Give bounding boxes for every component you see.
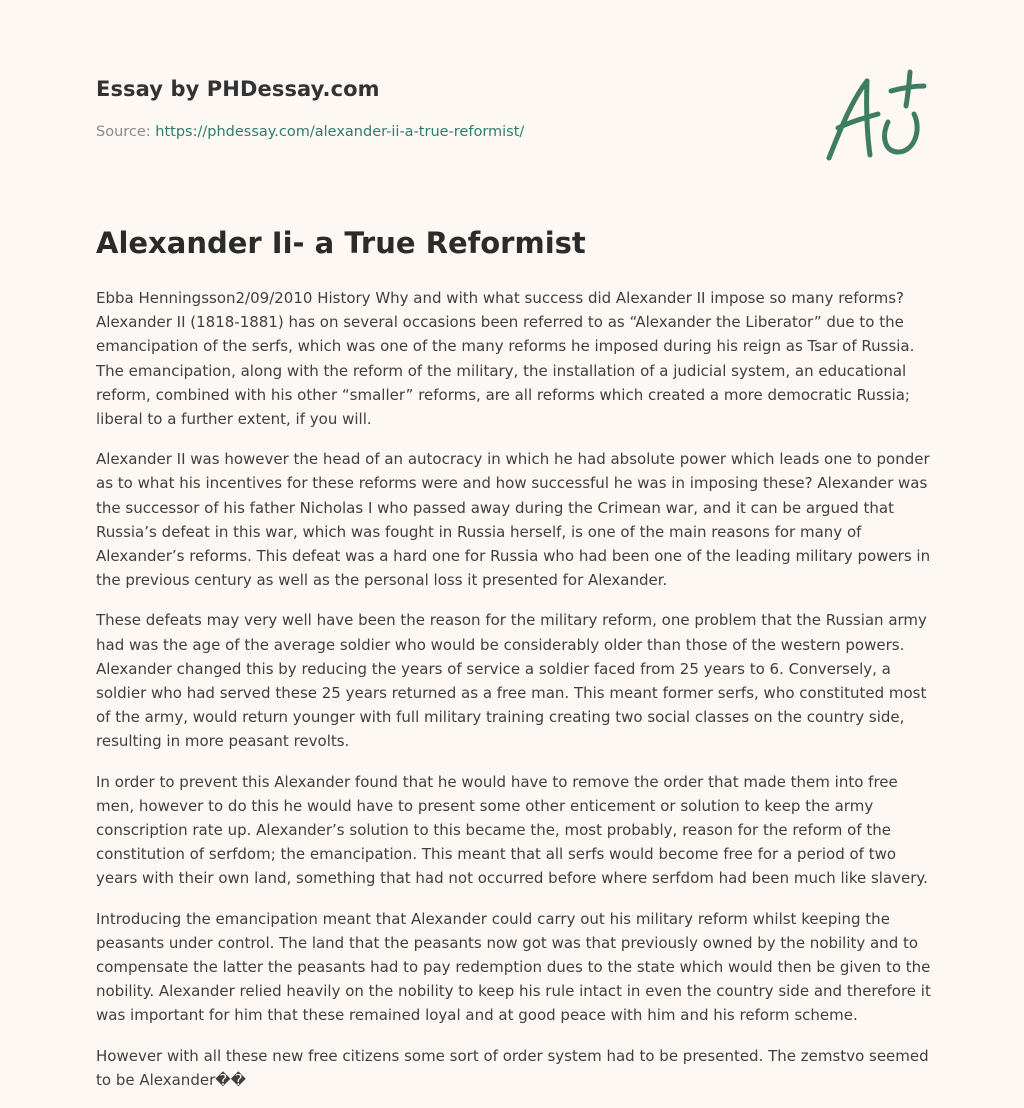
essay-paragraph: Introducing the emancipation meant that Alexander could carry out his military reform whilst keeping the peasants under control. The land that the peasants now got was that previously owned by the nobility and to compensate the latter the peasants had to pay redemption dues to the state which would then be given to the nobility. Alexander relied heavily on the nobility to keep his rule intact in even the country side and therefore it was important for him that these remained loyal and at good peace with him and his reform scheme. — [96, 909, 931, 1025]
essay-paragraph: However with all these new free citizens some sort of order system had to be presented. The zemstvo seemed to be Alexander�� — [96, 1046, 929, 1089]
essay-paragraph: These defeats may very well have been the reason for the military reform, one problem that the Russian army had was the age of the average soldier who would be considerably older than those of the western powers. Alexander changed this by reducing the years of service a soldier faced from 25 years to 6. Conversely, a soldier who had served these 25 years returned as a free man. This meant former serfs, who constituted most of the army, would return younger with full military training creating two social classes on the country side, resulting in more peasant revolts. — [96, 611, 927, 751]
source-link[interactable]: https://phdessay.com/alexander-ii-a-true-reformist/ — [155, 124, 525, 140]
a-plus-grade-icon — [818, 64, 930, 168]
essay-paragraph: Alexander II was however the head of an autocracy in which he had absolute power which leads one to ponder as to what his incentives for these reforms were and how successful he was in imposing these? Alexander was the successor of his father Nicholas I who passed away during the Crimean war, and it can be argued that Russia’s defeat in this war, which was fought in Russia herself, is one of the main reasons for many of Alexander’s reforms. This defeat was a hard one for Russia who had been one of the leading military powers in the previous century as well as the personal loss it presented for Alexander. — [96, 450, 931, 590]
essay-paragraph: In order to prevent this Alexander found that he would have to remove the order that made them into free men, however to do this he would have to present some other enticement or solution to keep the army conscription rate up. Alexander’s solution to this became the, most probably, reason for the reform of the constitution of serfdom; the emancipation. This meant that all serfs would become free for a period of two years with their own land, something that had not occurred before where serfdom had been much like slavery. — [96, 772, 928, 888]
essay-paragraph: Ebba Henningsson2/09/2010 History Why and with what success did Alexander II impose so many reforms? Alexander II (1818-1881) has on several occasions been referred to as “Alexander the Liberator” due to the emancipation of the serfs, which was one of the many reforms he imposed during his reign as Tsar of Russia. The emancipation, along with the reform of the military, the installation of a judicial system, an educational reform, combined with his other “smaller” reforms, are all reforms which created a more democratic Russia; liberal to a further extent, if you will. — [96, 289, 915, 429]
essay-body — [96, 286, 932, 1108]
site-title: Essay by PHDessay.com — [96, 77, 380, 101]
source-label: Source: — [96, 124, 151, 140]
source-line — [96, 124, 524, 140]
essay-title: Alexander Ii- a True Reformist — [96, 226, 586, 260]
